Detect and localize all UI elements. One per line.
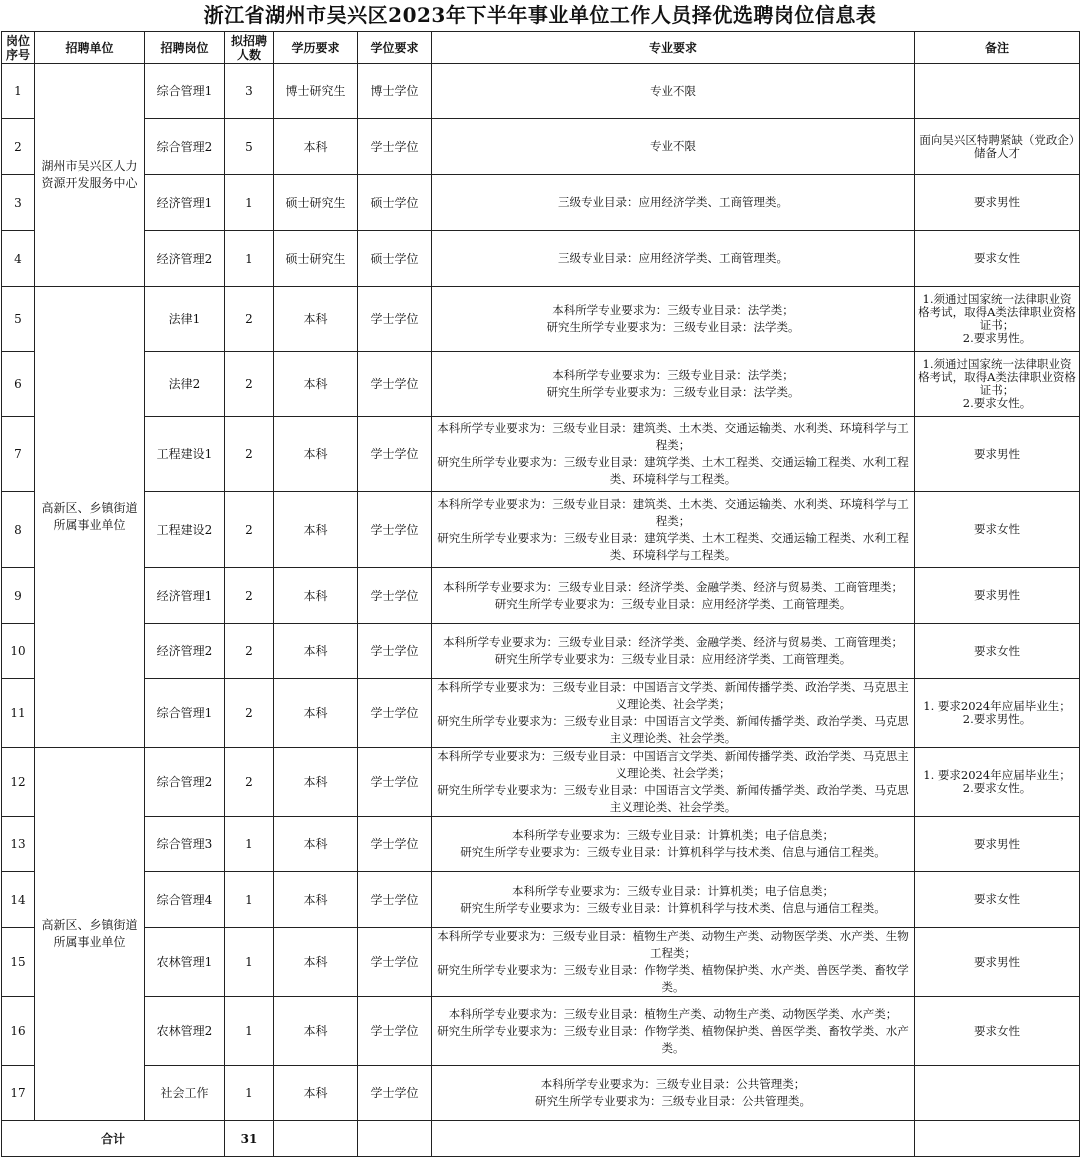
- cell-degree: 博士学位: [358, 64, 432, 119]
- cell-id: 13: [2, 817, 35, 872]
- cell-major: 专业不限: [432, 64, 915, 119]
- cell-id: 5: [2, 287, 35, 352]
- cell-position: 综合管理3: [145, 817, 225, 872]
- total-label: 合计: [2, 1121, 225, 1157]
- cell-degree: 学士学位: [358, 872, 432, 928]
- header-position: 招聘岗位: [145, 32, 225, 64]
- cell-education: 本科: [274, 1066, 358, 1121]
- cell-major: 本科所学专业要求为：三级专业目录：公共管理类； 研究生所学专业要求为：三级专业目录：公共管理类。: [432, 1066, 915, 1121]
- cell-note: 1. 要求2024年应届毕业生； 2.要求男性。: [915, 679, 1080, 748]
- cell-education: 本科: [274, 748, 358, 817]
- header-degree: 学位要求: [358, 32, 432, 64]
- cell-note: 面向吴兴区特聘紧缺（党政企）储备人才: [915, 119, 1080, 175]
- cell-position: 经济管理2: [145, 231, 225, 287]
- table-row: [2, 119, 1080, 175]
- cell-id: 17: [2, 1066, 35, 1121]
- cell-position: 综合管理1: [145, 64, 225, 119]
- table-row: [2, 175, 1080, 231]
- cell-position: 经济管理2: [145, 624, 225, 679]
- cell-count: 1: [225, 817, 274, 872]
- cell-major: 三级专业目录：应用经济学类、工商管理类。: [432, 175, 915, 231]
- cell-position: 农林管理2: [145, 997, 225, 1066]
- header-education: 学历要求: [274, 32, 358, 64]
- cell-major: 本科所学专业要求为：三级专业目录：计算机类；电子信息类； 研究生所学专业要求为：三级专业目录：计算机科学与技术类、信息与通信工程类。: [432, 872, 915, 928]
- cell-major: 本科所学专业要求为：三级专业目录：建筑类、土木类、交通运输类、水利类、环境科学与工程类； 研究生所学专业要求为：三级专业目录：建筑学类、土木工程类、交通运输工程类、水利工程类、环境科学与工程类。: [432, 492, 915, 568]
- cell-position: 工程建设1: [145, 417, 225, 492]
- cell-count: 2: [225, 679, 274, 748]
- cell-education: 本科: [274, 352, 358, 417]
- cell-count: 5: [225, 119, 274, 175]
- cell-count: 2: [225, 568, 274, 624]
- cell-id: 14: [2, 872, 35, 928]
- cell-education: 本科: [274, 568, 358, 624]
- table-row: [2, 1066, 1080, 1121]
- table-row: [2, 231, 1080, 287]
- cell-education: 本科: [274, 872, 358, 928]
- cell-note: 要求女性: [915, 997, 1080, 1066]
- cell-id: 8: [2, 492, 35, 568]
- cell-education: 博士研究生: [274, 64, 358, 119]
- cell-note: 要求女性: [915, 492, 1080, 568]
- cell-unit: 湖州市吴兴区人力资源开发服务中心: [35, 64, 145, 287]
- cell-major: 本科所学专业要求为：三级专业目录：法学类； 研究生所学专业要求为：三级专业目录：法学类。: [432, 287, 915, 352]
- cell-id: 11: [2, 679, 35, 748]
- table-row: [2, 64, 1080, 119]
- table-row: [2, 748, 1080, 817]
- cell-education: 本科: [274, 928, 358, 997]
- cell-id: 2: [2, 119, 35, 175]
- cell-degree: 学士学位: [358, 1066, 432, 1121]
- table-row: [2, 928, 1080, 997]
- total-row: [2, 1121, 1080, 1157]
- cell-position: 综合管理2: [145, 119, 225, 175]
- cell-unit: 高新区、乡镇街道所属事业单位: [35, 748, 145, 1121]
- cell-count: 1: [225, 231, 274, 287]
- cell-count: 1: [225, 928, 274, 997]
- cell-count: 1: [225, 997, 274, 1066]
- header-id: 岗位 序号: [2, 32, 35, 64]
- cell-degree: 学士学位: [358, 817, 432, 872]
- table-row: [2, 624, 1080, 679]
- cell-id: 16: [2, 997, 35, 1066]
- cell-education: 硕士研究生: [274, 175, 358, 231]
- cell-count: 2: [225, 492, 274, 568]
- cell-major: 本科所学专业要求为：三级专业目录：中国语言文学类、新闻传播学类、政治学类、马克思主义理论类、社会学类； 研究生所学专业要求为：三级专业目录：中国语言文学类、新闻传播学类、政治学类、马克思主义理论类、社会学类。: [432, 679, 915, 748]
- cell-degree: 学士学位: [358, 928, 432, 997]
- cell-education: 本科: [274, 679, 358, 748]
- cell-note: 1.须通过国家统一法律职业资格考试，取得A类法律职业资格证书； 2.要求男性。: [915, 287, 1080, 352]
- cell-major: 本科所学专业要求为：三级专业目录：植物生产类、动物生产类、动物医学类、水产类； 研究生所学专业要求为：三级专业目录：作物学类、植物保护类、兽医学类、畜牧学类、水产类。: [432, 997, 915, 1066]
- total-empty-note: [915, 1121, 1080, 1157]
- cell-note: 要求女性: [915, 231, 1080, 287]
- cell-note: 1. 要求2024年应届毕业生； 2.要求女性。: [915, 748, 1080, 817]
- cell-degree: 学士学位: [358, 748, 432, 817]
- cell-count: 2: [225, 748, 274, 817]
- cell-education: 本科: [274, 624, 358, 679]
- cell-major: 本科所学专业要求为：三级专业目录：法学类； 研究生所学专业要求为：三级专业目录：法学类。: [432, 352, 915, 417]
- cell-note: [915, 64, 1080, 119]
- cell-count: 1: [225, 175, 274, 231]
- cell-degree: 硕士学位: [358, 231, 432, 287]
- cell-position: 农林管理1: [145, 928, 225, 997]
- cell-major: 三级专业目录：应用经济学类、工商管理类。: [432, 231, 915, 287]
- header-unit: 招聘单位: [35, 32, 145, 64]
- page-title: 浙江省湖州市吴兴区2023年下半年事业单位工作人员择优选聘岗位信息表: [203, 3, 877, 27]
- cell-degree: 硕士学位: [358, 175, 432, 231]
- cell-id: 12: [2, 748, 35, 817]
- cell-id: 10: [2, 624, 35, 679]
- total-empty-degree: [358, 1121, 432, 1157]
- cell-education: 本科: [274, 492, 358, 568]
- cell-major: 本科所学专业要求为：三级专业目录：计算机类；电子信息类； 研究生所学专业要求为：三级专业目录：计算机科学与技术类、信息与通信工程类。: [432, 817, 915, 872]
- cell-note: 要求男性: [915, 928, 1080, 997]
- table-row: [2, 287, 1080, 352]
- table-row: [2, 997, 1080, 1066]
- cell-degree: 学士学位: [358, 417, 432, 492]
- header-note: 备注: [915, 32, 1080, 64]
- cell-note: 要求男性: [915, 175, 1080, 231]
- cell-count: 2: [225, 352, 274, 417]
- cell-position: 经济管理1: [145, 175, 225, 231]
- cell-note: 要求男性: [915, 568, 1080, 624]
- table-row: [2, 872, 1080, 928]
- table-row: [2, 568, 1080, 624]
- cell-major: 本科所学专业要求为：三级专业目录：经济学类、金融学类、经济与贸易类、工商管理类； 研究生所学专业要求为：三级专业目录：应用经济学类、工商管理类。: [432, 624, 915, 679]
- cell-position: 综合管理2: [145, 748, 225, 817]
- cell-position: 社会工作: [145, 1066, 225, 1121]
- cell-degree: 学士学位: [358, 679, 432, 748]
- cell-education: 本科: [274, 417, 358, 492]
- header-major: 专业要求: [432, 32, 915, 64]
- cell-major: 专业不限: [432, 119, 915, 175]
- cell-degree: 学士学位: [358, 568, 432, 624]
- cell-note: 要求男性: [915, 417, 1080, 492]
- table-row: [2, 817, 1080, 872]
- cell-major: 本科所学专业要求为：三级专业目录：经济学类、金融学类、经济与贸易类、工商管理类； 研究生所学专业要求为：三级专业目录：应用经济学类、工商管理类。: [432, 568, 915, 624]
- total-empty-major: [432, 1121, 915, 1157]
- cell-major: 本科所学专业要求为：三级专业目录：中国语言文学类、新闻传播学类、政治学类、马克思主义理论类、社会学类； 研究生所学专业要求为：三级专业目录：中国语言文学类、新闻传播学类、政治学类、马克思主义理论类、社会学类。: [432, 748, 915, 817]
- cell-id: 4: [2, 231, 35, 287]
- cell-note: 要求女性: [915, 624, 1080, 679]
- cell-note: 要求男性: [915, 817, 1080, 872]
- positions-table: [1, 31, 1080, 1157]
- cell-position: 法律2: [145, 352, 225, 417]
- table-row: [2, 492, 1080, 568]
- cell-position: 综合管理4: [145, 872, 225, 928]
- cell-education: 本科: [274, 997, 358, 1066]
- cell-degree: 学士学位: [358, 119, 432, 175]
- table-row: [2, 679, 1080, 748]
- cell-education: 本科: [274, 119, 358, 175]
- cell-note: 1.须通过国家统一法律职业资格考试，取得A类法律职业资格证书； 2.要求女性。: [915, 352, 1080, 417]
- cell-degree: 学士学位: [358, 352, 432, 417]
- cell-degree: 学士学位: [358, 997, 432, 1066]
- cell-count: 1: [225, 872, 274, 928]
- cell-position: 综合管理1: [145, 679, 225, 748]
- cell-degree: 学士学位: [358, 624, 432, 679]
- cell-id: 15: [2, 928, 35, 997]
- cell-count: 3: [225, 64, 274, 119]
- cell-id: 6: [2, 352, 35, 417]
- cell-education: 本科: [274, 287, 358, 352]
- cell-count: 2: [225, 624, 274, 679]
- total-count: 31: [225, 1121, 274, 1157]
- cell-education: 本科: [274, 817, 358, 872]
- cell-count: 2: [225, 287, 274, 352]
- cell-unit: 高新区、乡镇街道所属事业单位: [35, 287, 145, 748]
- cell-degree: 学士学位: [358, 287, 432, 352]
- total-empty-education: [274, 1121, 358, 1157]
- cell-position: 法律1: [145, 287, 225, 352]
- table-row: [2, 352, 1080, 417]
- header-count: 拟招聘 人数: [225, 32, 274, 64]
- cell-note: [915, 1066, 1080, 1121]
- cell-id: 7: [2, 417, 35, 492]
- cell-position: 工程建设2: [145, 492, 225, 568]
- cell-id: 1: [2, 64, 35, 119]
- cell-degree: 学士学位: [358, 492, 432, 568]
- cell-education: 硕士研究生: [274, 231, 358, 287]
- cell-position: 经济管理1: [145, 568, 225, 624]
- table-row: [2, 417, 1080, 492]
- cell-major: 本科所学专业要求为：三级专业目录：植物生产类、动物生产类、动物医学类、水产类、生物工程类； 研究生所学专业要求为：三级专业目录：作物学类、植物保护类、水产类、兽医学类、畜牧学类。: [432, 928, 915, 997]
- cell-major: 本科所学专业要求为：三级专业目录：建筑类、土木类、交通运输类、水利类、环境科学与工程类； 研究生所学专业要求为：三级专业目录：建筑学类、土木工程类、交通运输工程类、水利工程类、环境科学与工程类。: [432, 417, 915, 492]
- cell-count: 1: [225, 1066, 274, 1121]
- cell-id: 3: [2, 175, 35, 231]
- cell-id: 9: [2, 568, 35, 624]
- header-row: [2, 32, 1080, 64]
- cell-count: 2: [225, 417, 274, 492]
- cell-note: 要求女性: [915, 872, 1080, 928]
